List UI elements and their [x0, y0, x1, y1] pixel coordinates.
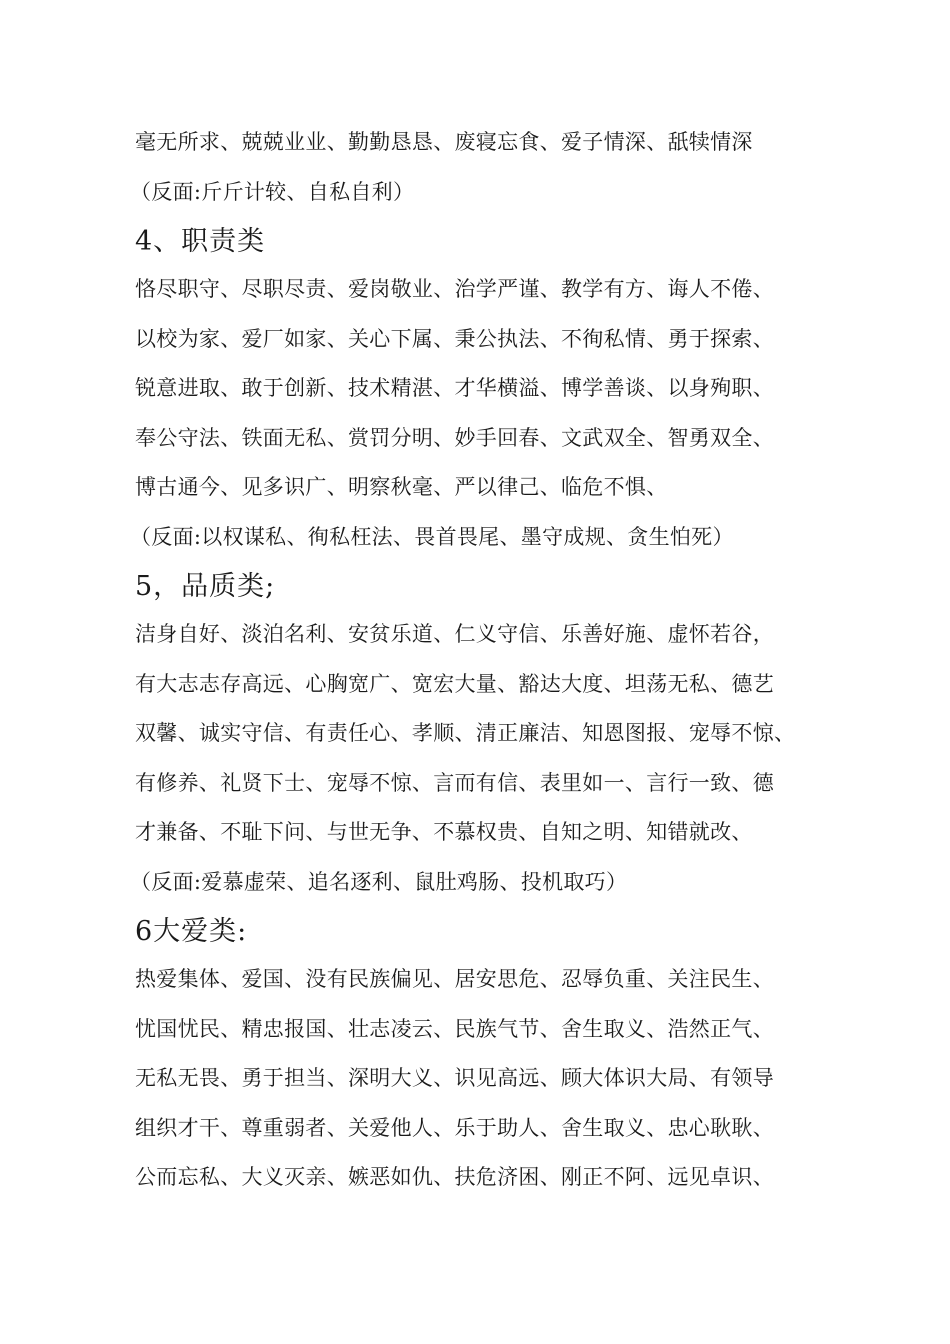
section-heading-great-love: 6大爱类: [135, 916, 248, 947]
opposite-note: （反面:爱慕虚荣、追名逐利、鼠肚鸡肠、投机取巧） [130, 869, 628, 894]
text-line: 有修养、礼贤下士、宠辱不惊、言而有信、表里如一、言行一致、德 [135, 770, 774, 795]
text-line: 无私无畏、勇于担当、深明大义、识见高远、顾大体识大局、有领导 [135, 1066, 774, 1090]
section-heading-quality: 5，品质类; [135, 571, 276, 602]
section-heading-duty: 4、职责类 [135, 226, 266, 257]
text-line: 毫无所求、兢兢业业、勤勤恳恳、废寝忘食、爱子情深、舐犊情深 [135, 130, 753, 154]
text-line: 以校为家、爱厂如家、关心下属、秉公执法、不徇私情、勇于探索、 [135, 326, 774, 351]
text-line: 奉公守法、铁面无私、赏罚分明、妙手回春、文武双全、智勇双全、 [135, 425, 774, 450]
text-line: 博古通今、见多识广、明察秋毫、严以律己、临危不惧、 [135, 475, 668, 499]
text-line: 有大志志存高远、心胸宽广、宽宏大量、豁达大度、坦荡无私、德艺 [135, 671, 774, 696]
text-line: 公而忘私、大义灭亲、嫉恶如仇、扶危济困、刚正不阿、远见卓识、 [135, 1165, 774, 1189]
text-line: 锐意进取、敢于创新、技术精湛、才华横溢、博学善谈、以身殉职、 [135, 376, 774, 400]
text-line: 忧国忧民、精忠报国、壮志凌云、民族气节、舍生取义、浩然正气、 [135, 1016, 774, 1041]
text-line: 洁身自好、淡泊名利、安贫乐道、仁义守信、乐善好施、虚怀若谷， [135, 622, 774, 646]
document-body [130, 118, 835, 1203]
text-line: 才兼备、不耻下问、与世无争、不慕权贵、自知之明、知错就改、 [135, 820, 753, 844]
text-line: 组织才干、尊重弱者、关爱他人、乐于助人、舍生取义、忠心耿耿、 [135, 1115, 774, 1140]
text-line: 恪尽职守、尽职尽责、爱岗敬业、治学严谨、教学有方、诲人不倦、 [135, 277, 774, 301]
opposite-note: （反面:斤斤计较、自私自利） [130, 179, 415, 204]
opposite-note: （反面:以权谋私、徇私枉法、畏首畏尾、墨守成规、贪生怕死） [130, 524, 734, 549]
text-line: 双馨、诚实守信、有责任心、孝顺、清正廉洁、知恩图报、宠辱不惊、 [135, 721, 796, 745]
text-line: 热爱集体、爱国、没有民族偏见、居安思危、忍辱负重、关注民生、 [135, 967, 774, 991]
